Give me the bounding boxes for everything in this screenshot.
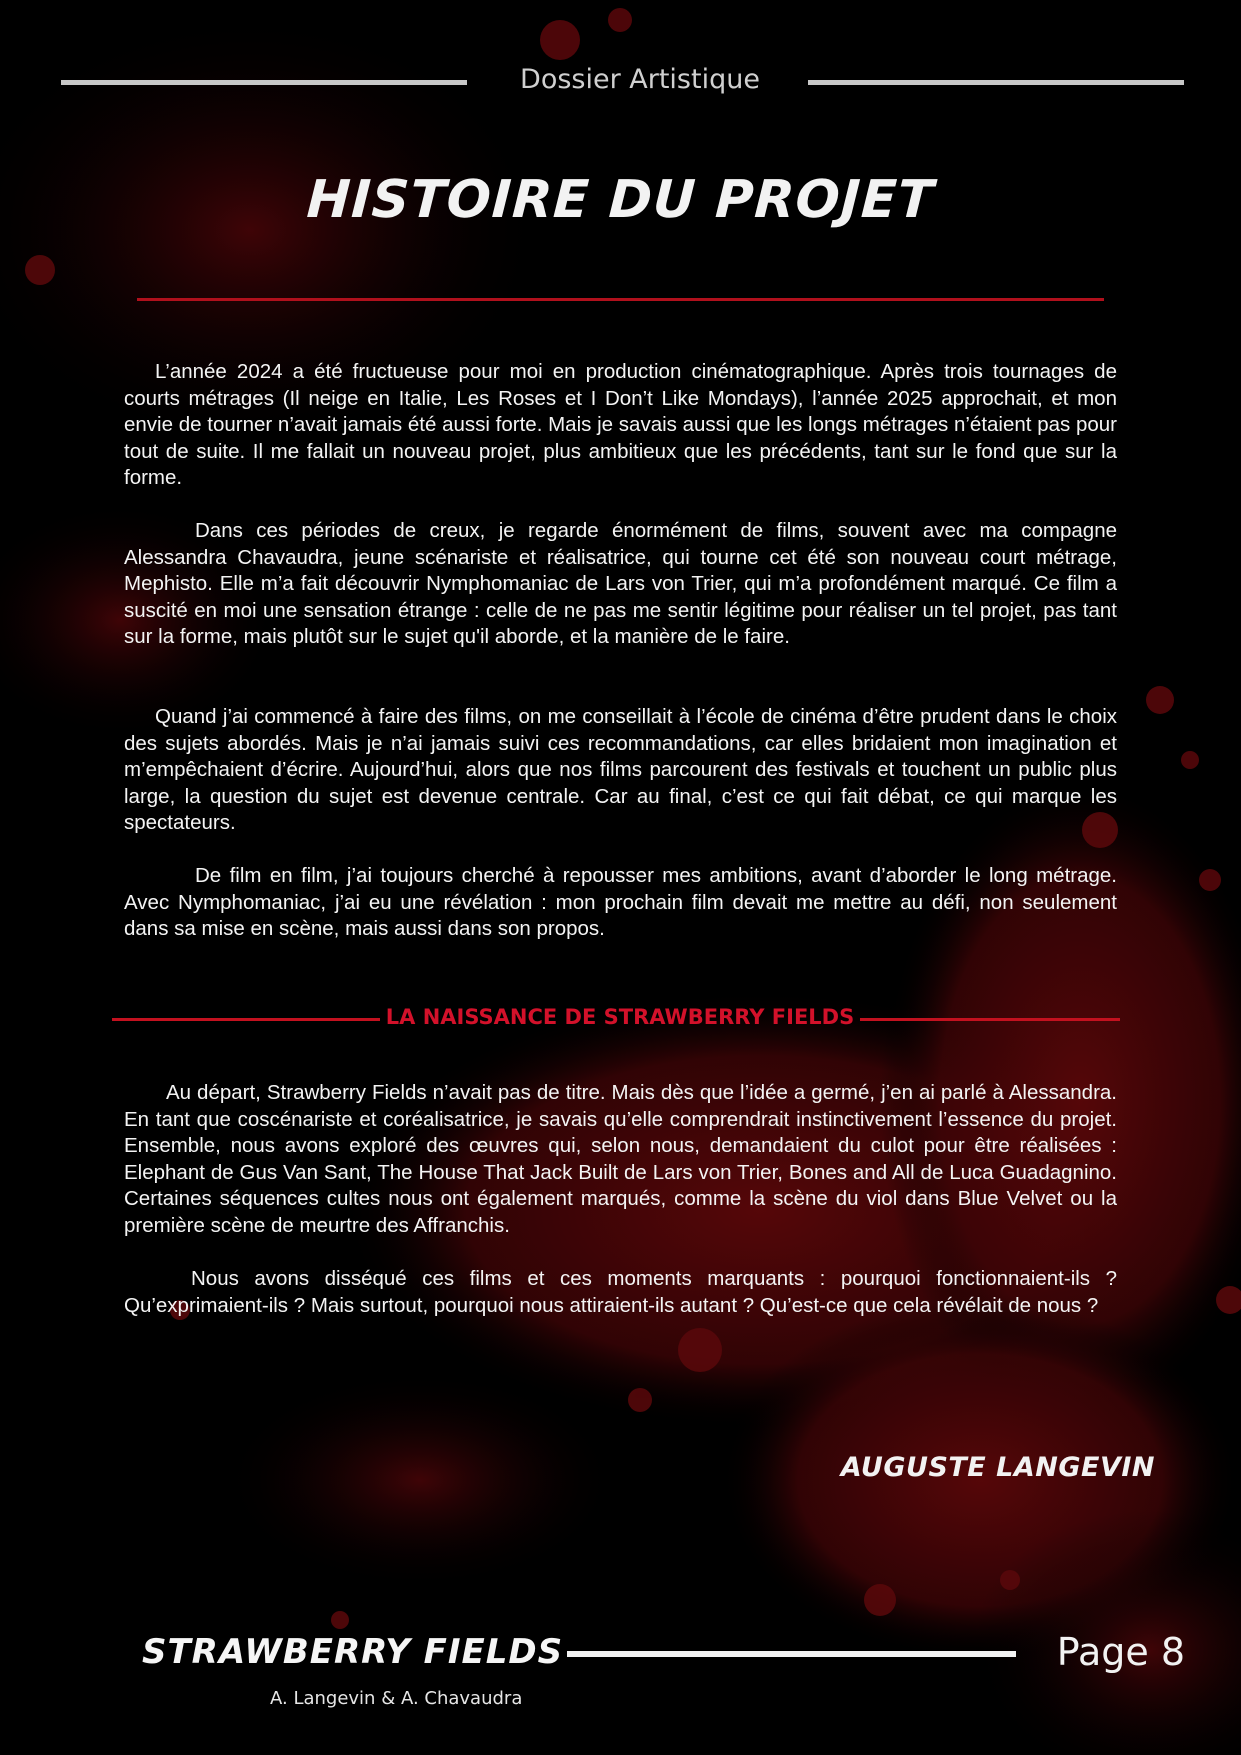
- body-paragraph-1: L’année 2024 a été fructueuse pour moi en production cinématographique. Après trois tournages de courts métrages (Il neige en Italie, Les Roses et I Don’t Like Mondays), l’année 2025 approchait, et mon envie de tourner n’avait jamais été aussi forte. Mais je savais aussi que les longs métrages n’étaient pas pour tout de suite. Il me fallait un nouveau projet, plus ambitieux que les précédents, tant sur le fond que sur la forme.: [124, 360, 1117, 489]
- author-signature: AUGUSTE LANGEVIN: [840, 1452, 1155, 1483]
- footer-authors: A. Langevin & A. Chavaudra: [270, 1688, 523, 1709]
- page-number: Page 8: [1056, 1630, 1185, 1674]
- header-rule-left: [61, 80, 467, 85]
- footer-title: STRAWBERRY FIELDS: [142, 1632, 564, 1672]
- section-heading: LA NAISSANCE DE STRAWBERRY FIELDS: [385, 1005, 855, 1029]
- header-rule-right: [808, 80, 1184, 85]
- section-rule-right: [860, 1018, 1120, 1021]
- header-label: Dossier Artistique: [520, 64, 760, 95]
- section-paragraph-2: Nous avons disséqué ces films et ces moments marquants : pourquoi fonctionnaient-ils ? Qu’exprimaient-ils ? Mais surtout, pourquoi nous attiraient-ils autant ? Qu’est-ce que cela révélait de nous ?: [124, 1267, 1117, 1317]
- body-paragraph-4: De film en film, j’ai toujours cherché à repousser mes ambitions, avant d’aborder le long métrage. Avec Nymphomaniac, j’ai eu une révélation : mon prochain film devait me mettre au défi, non seulement dans sa mise en scène, mais aussi dans son propos.: [124, 864, 1117, 940]
- body-paragraph-3: Quand j’ai commencé à faire des films, on me conseillait à l’école de cinéma d’être prudent dans le choix des sujets abordés. Mais je n’ai jamais suivi ces recommandations, car elles bridaient mon imagination et m’empêchaient d’écrire. Aujourd’hui, alors que nos films parcourent des festivals et touchent un public plus large, la question du sujet est devenue centrale. Car au final, c’est ce qui fait débat, ce qui marque les spectateurs.: [124, 705, 1117, 834]
- footer-rule: [567, 1651, 1016, 1657]
- section-rule-left: [112, 1018, 380, 1021]
- section-paragraph-1: Au départ, Strawberry Fields n’avait pas de titre. Mais dès que l’idée a germé, j’en ai parlé à Alessandra. En tant que coscénariste et coréalisatrice, je savais qu’elle comprendrait instinctivement l’essence du projet. Ensemble, nous avons exploré des œuvres qui, selon nous, demandaient du culot pour être réalisées : Elephant de Gus Van Sant, The House That Jack Built de Lars von Trier, Bones and All de Luca Guadagnino. Certaines séquences cultes nous ont également marqués, comme la scène du viol dans Blue Velvet ou la première scène de meurtre des Affranchis.: [124, 1081, 1117, 1237]
- title-divider: [137, 298, 1104, 301]
- body-paragraph-2: Dans ces périodes de creux, je regarde énormément de films, souvent avec ma compagne Alessandra Chavaudra, jeune scénariste et réalisatrice, qui tourne cet été son nouveau court métrage, Mephisto. Elle m’a fait découvrir Nymphomaniac de Lars von Trier, qui m’a profondément marqué. Ce film a suscité en moi une sensation étrange : celle de ne pas me sentir légitime pour réaliser un tel projet, pas tant sur la forme, mais plutôt sur le sujet qu'il aborde, et la manière de le faire.: [124, 519, 1117, 648]
- page-title: HISTOIRE DU PROJET: [305, 170, 936, 230]
